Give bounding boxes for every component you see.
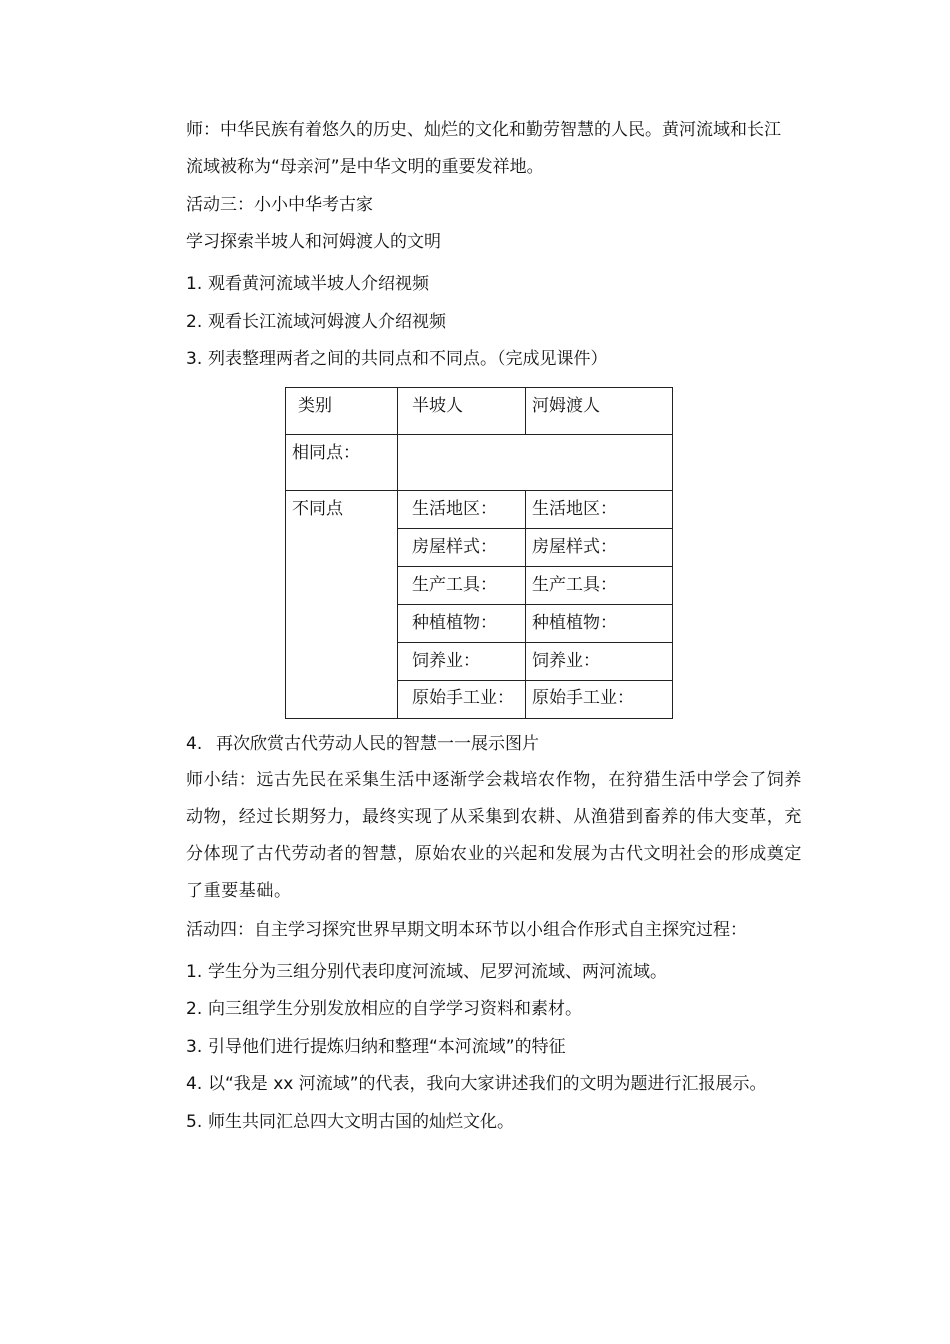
activity4-step-4 xyxy=(186,1072,767,1096)
step-text: 以“我是 xx 河流域”的代表，我向大家讲述我们的文明为题进行汇报展示。 xyxy=(208,1074,767,1094)
step-text: 列表整理两者之间的共同点和不同点。（完成见课件） xyxy=(208,349,608,369)
summary-line: 分体现了古代劳动者的智慧，原始农业的兴起和发展为古代文明社会的形成奠定 xyxy=(186,844,802,864)
hemudu-cell: 原始手工业： xyxy=(526,681,673,719)
activity4-step-3 xyxy=(186,1035,566,1059)
step-number: 3. xyxy=(186,1037,203,1057)
summary-line: 了重要基础。 xyxy=(186,881,292,901)
hemudu-cell: 种植植物： xyxy=(526,605,673,643)
step-number: 4. xyxy=(186,1074,203,1094)
step-text: 引导他们进行提炼归纳和整理“本河流域”的特征 xyxy=(208,1037,566,1057)
banpo-cell: 房屋样式： xyxy=(398,529,526,567)
same-content xyxy=(398,435,673,491)
activity4-step-1 xyxy=(186,960,667,984)
step-text: 向三组学生分别发放相应的自学学习资料和素材。 xyxy=(208,999,582,1019)
hemudu-cell: 生活地区： xyxy=(526,491,673,529)
step-text: 再次欣赏古代劳动人民的智慧一一展示图片 xyxy=(216,734,539,754)
activity3-step-3 xyxy=(186,347,608,371)
activity4-title: 活动四：自主学习探究世界早期文明本环节以小组合作形式自主探究过程： xyxy=(186,920,747,940)
banpo-cell: 生活地区： xyxy=(398,491,526,529)
activity3-step-2 xyxy=(186,310,446,334)
step-number: 1. xyxy=(186,962,203,982)
activity4-step-5 xyxy=(186,1110,514,1134)
header-hemudu: 河姆渡人 xyxy=(526,388,673,435)
banpo-cell: 种植植物： xyxy=(398,605,526,643)
intro-line-1: 师：中华民族有着悠久的历史、灿烂的文化和勤劳智慧的人民。黄河流域和长江 xyxy=(186,120,781,140)
step-text: 观看黄河流域半坡人介绍视频 xyxy=(208,274,429,294)
table-header-row xyxy=(286,388,673,435)
activity3-subtitle: 学习探索半坡人和河姆渡人的文明 xyxy=(186,232,441,252)
summary-line: 动物，经过长期努力，最终实现了从采集到农耕、从渔猎到畜养的伟大变革，充 xyxy=(186,807,802,827)
step-number: 2. xyxy=(186,999,203,1019)
summary-line: 师小结：远古先民在采集生活中逐渐学会栽培农作物，在狩猎生活中学会了饲养 xyxy=(186,770,802,790)
activity3-title: 活动三：小小中华考古家 xyxy=(186,195,373,215)
step-number: 3. xyxy=(186,349,203,369)
hemudu-cell: 房屋样式： xyxy=(526,529,673,567)
table-row xyxy=(286,491,673,529)
comparison-table xyxy=(285,387,673,719)
step-number: 4. xyxy=(186,734,203,754)
banpo-cell: 原始手工业： xyxy=(398,681,526,719)
banpo-cell: 饲养业： xyxy=(398,643,526,681)
step-text: 师生共同汇总四大文明古国的灿烂文化。 xyxy=(208,1112,514,1132)
step-text: 观看长江流域河姆渡人介绍视频 xyxy=(208,312,446,332)
diff-label: 不同点 xyxy=(286,491,398,719)
same-label: 相同点： xyxy=(286,435,398,491)
summary-paragraph xyxy=(186,762,858,910)
step-number: 1. xyxy=(186,274,203,294)
header-category: 类别 xyxy=(286,388,398,435)
step-number: 5. xyxy=(186,1112,203,1132)
hemudu-cell: 饲养业： xyxy=(526,643,673,681)
step-text: 学生分为三组分别代表印度河流域、尼罗河流域、两河流域。 xyxy=(208,962,667,982)
activity3-step-1 xyxy=(186,272,429,296)
header-banpo: 半坡人 xyxy=(398,388,526,435)
table-same-row xyxy=(286,435,673,491)
step-4 xyxy=(186,732,539,756)
activity4-step-2 xyxy=(186,997,582,1021)
hemudu-cell: 生产工具： xyxy=(526,567,673,605)
banpo-cell: 生产工具： xyxy=(398,567,526,605)
intro-line-2: 流域被称为“母亲河”是中华文明的重要发祥地。 xyxy=(186,157,544,177)
step-number: 2. xyxy=(186,312,203,332)
